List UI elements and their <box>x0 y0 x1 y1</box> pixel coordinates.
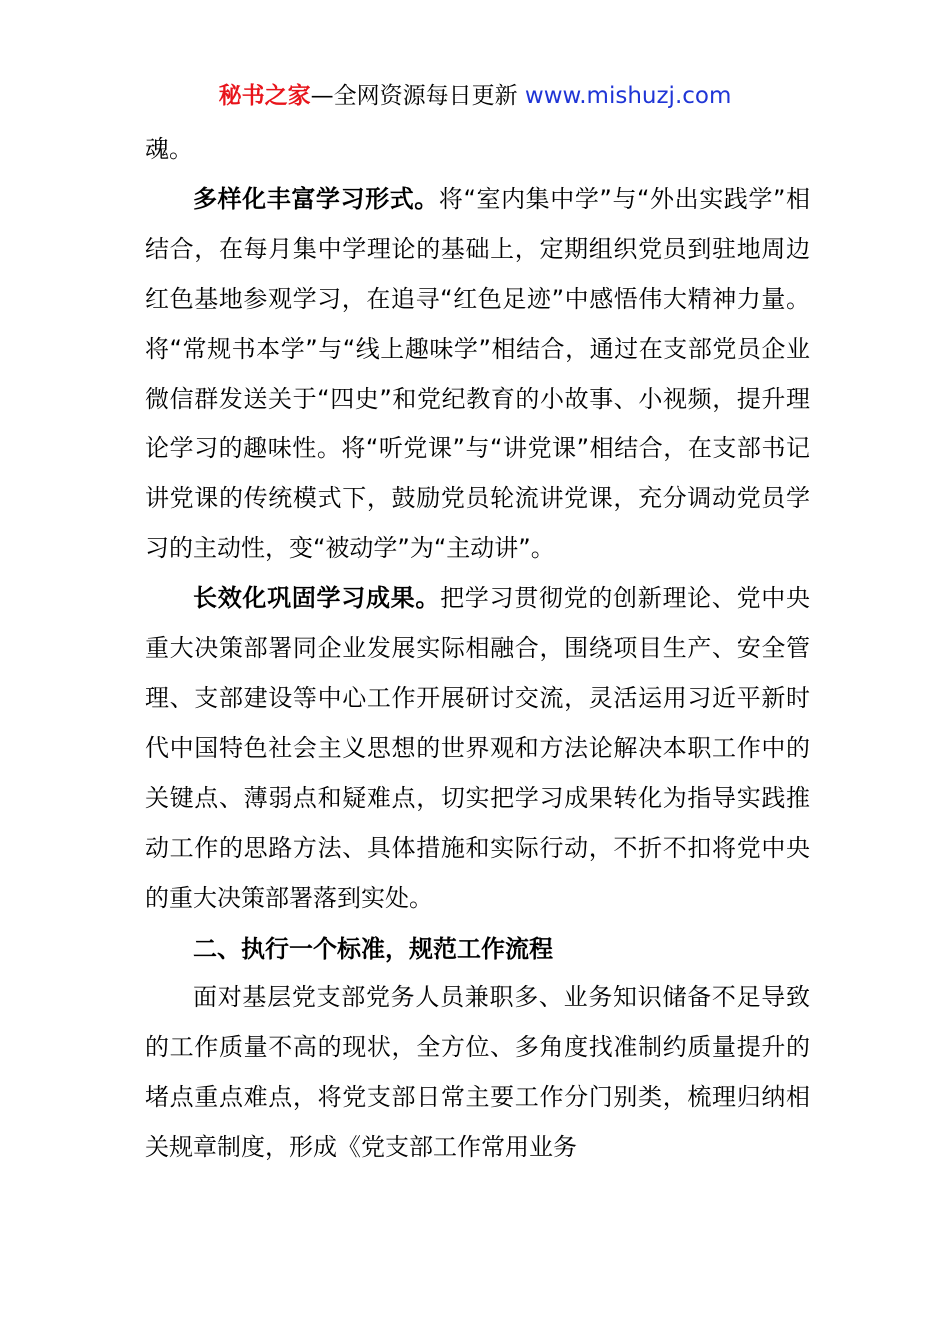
paragraph-lead-title: 长效化巩固学习成果。 <box>193 584 441 613</box>
site-header <box>0 80 950 112</box>
paragraph-standard-process: 面对基层党支部党务人员兼职多、业务知识储备不足导致的工作质量不高的现状，全方位、多角度找准制约质量提升的堵点重点难点，将党支部日常主要工作分门别类，梳理归纳相关规章制度，形成《党支部工作常用业务 <box>145 983 810 1162</box>
paragraph-learning-forms <box>145 175 810 574</box>
site-url-link[interactable]: www.mishuzj.com <box>524 83 732 109</box>
document-body <box>145 125 810 1173</box>
paragraph-continuation: 魂。 <box>145 135 193 163</box>
section-heading: 二、执行一个标准，规范工作流程 <box>193 933 553 963</box>
header-tagline: —全网资源每日更新 <box>310 83 518 109</box>
paragraph-text: 把学习贯彻党的创新理论、党中央重大决策部署同企业发展实际相融合，围绕项目生产、安全管理、支部建设等中心工作开展研讨交流，灵活运用习近平新时代中国特色社会主义思想的世界观和方法论解决本职工作中的关键点、薄弱点和疑难点，切实把学习成果转化为指导实践推动工作的思路方法、具体措施和实际行动，不折不扣将党中央的重大决策部署落到实处。 <box>145 584 811 912</box>
paragraph-text: 将“室内集中学”与“外出实践学”相结合，在每月集中学理论的基础上，定期组织党员到驻地周边红色基地参观学习，在追寻“红色足迹”中感悟伟大精神力量。将“常规书本学”与“线上趣味学”相结合，通过在支部党员企业微信群发送关于“四史”和党纪教育的小故事、小视频，提升理论学习的趣味性。将“听党课”与“讲党课”相结合，在支部书记讲党课的传统模式下，鼓励党员轮流讲党课，充分调动党员学习的主动性，变“被动学”为“主动讲”。 <box>145 184 811 563</box>
brand-name: 秘书之家 <box>218 83 311 109</box>
paragraph-lead-title: 多样化丰富学习形式。 <box>193 184 439 213</box>
paragraph-learning-results <box>145 574 810 923</box>
